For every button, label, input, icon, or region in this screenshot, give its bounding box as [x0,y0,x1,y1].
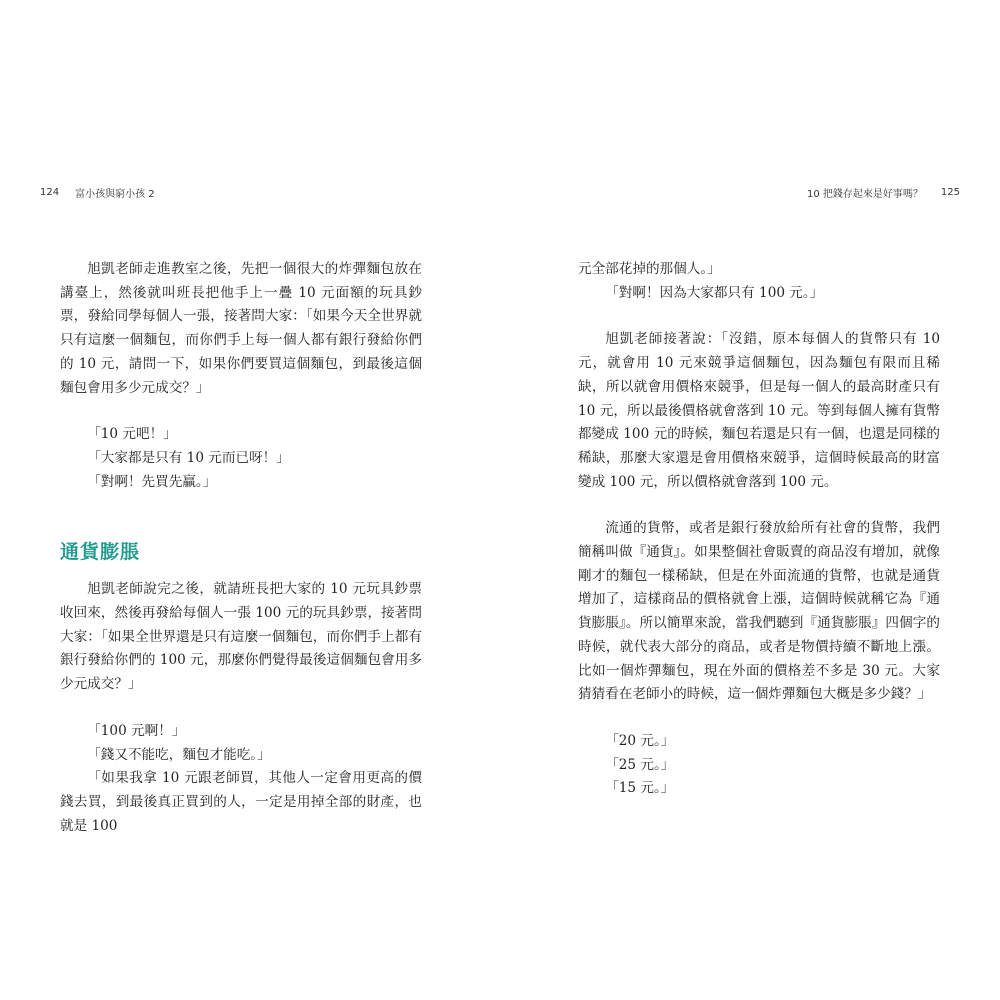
left-page-body [60,258,422,838]
paragraph: 流通的貨幣，或者是銀行發放給所有社會的貨幣，我們簡稱叫做『通貨』。如果整個社會販賣的商品沒有增加，就像剛才的麵包一樣稀缺，但是在外面流通的貨幣，也就是通貨增加了，這樣商品的價格就會上漲，這個時候就稱它為『通貨膨脹』。所以簡單來說，當我們聽到『通貨膨脹』四個字的時候，就代表大部分的商品，或者是物價持續不斷地上漲。比如一個炸彈麵包，現在外面的價格差不多是 30 元。大家猜猜看在老師小的時候，這一個炸彈麵包大概是多少錢？」 [578,520,940,703]
section-heading: 通貨膨脹 [60,541,141,564]
paragraph: 旭凱老師說完之後，就請班長把大家的 10 元玩具鈔票收回來，然後再發給每個人一張 100 元的玩具鈔票，接著問大家：「如果全世界還是只有這麼一個麵包，而你們手上都有銀行發給你們的 100 元，那麼你們覺得最後這個麵包會用多少元成交？」 [60,581,422,693]
paragraph-spacer [60,697,422,720]
left-page-number: 124 [40,187,60,198]
right-running-title: 10 把錢存起來是好事嗎？ [807,189,923,200]
continued-line: 元全部花掉的那個人。」 [578,261,721,277]
paragraph: 旭凱老師走進教室之後，先把一個很大的炸彈麵包放在講臺上，然後就叫班長把他手上一疊 10 元面額的玩具鈔票，發給同學每個人一張，接著問大家：「如果今天全世界就只有這麼一個麵包，而你們手上每一個人都有銀行發給你們的 10 元，請問一下，如果你們要買這個麵包，到最後這個麵包會用多少元成交？」 [60,261,422,396]
dialog-line: 「大家都是只有 10 元而已呀！」 [87,449,290,466]
dialog-line: 「10 元吧！」 [87,426,177,443]
paragraph: 旭凱老師接著說：「沒錯，原本每個人的貨幣只有 10 元，就會用 10 元來競爭這個麵包，因為麵包有限而且稀缺，所以就會用價格來競爭，但是每一個人的最高財產只有 10 元，所以最後價格就會落到 10 元。等到每個人擁有貨幣都變成 100 元的時候，麵包若還是只有一個，也還是同樣的稀缺，那麼大家還是會用價格來競爭，這個時候最高的財富變成 100 元，所以價格就會落到 100 元。 [578,331,940,490]
right-running-header [807,185,960,200]
paragraph-spacer [60,400,422,423]
paragraph-spacer [578,305,940,328]
dialog-line: 「錢又不能吃，麵包才能吃。」 [87,746,271,763]
dialog-line: 「15 元。」 [605,780,675,797]
dialog-line: 「25 元。」 [605,756,675,773]
paragraph-spacer [578,707,940,730]
dialog-line: 「如果我拿 10 元跟老師買，其他人一定會用更高的價錢去買，到最後真正買到的人，一定是用掉全部的財產，也就是 100 [60,770,422,834]
right-page-body [578,258,940,801]
left-running-title: 富小孩與窮小孩 2 [75,189,155,200]
dialog-line: 「20 元。」 [605,732,675,749]
right-page-number: 125 [940,187,960,198]
left-running-header [40,185,155,200]
paragraph-spacer [578,494,940,517]
dialog-line: 「對啊！先買先贏。」 [87,473,217,490]
dialog-line: 「100 元啊！」 [87,722,186,739]
section-spacer [60,494,422,538]
dialog-line: 「對啊！因為大家都只有 100 元。」 [605,284,824,301]
